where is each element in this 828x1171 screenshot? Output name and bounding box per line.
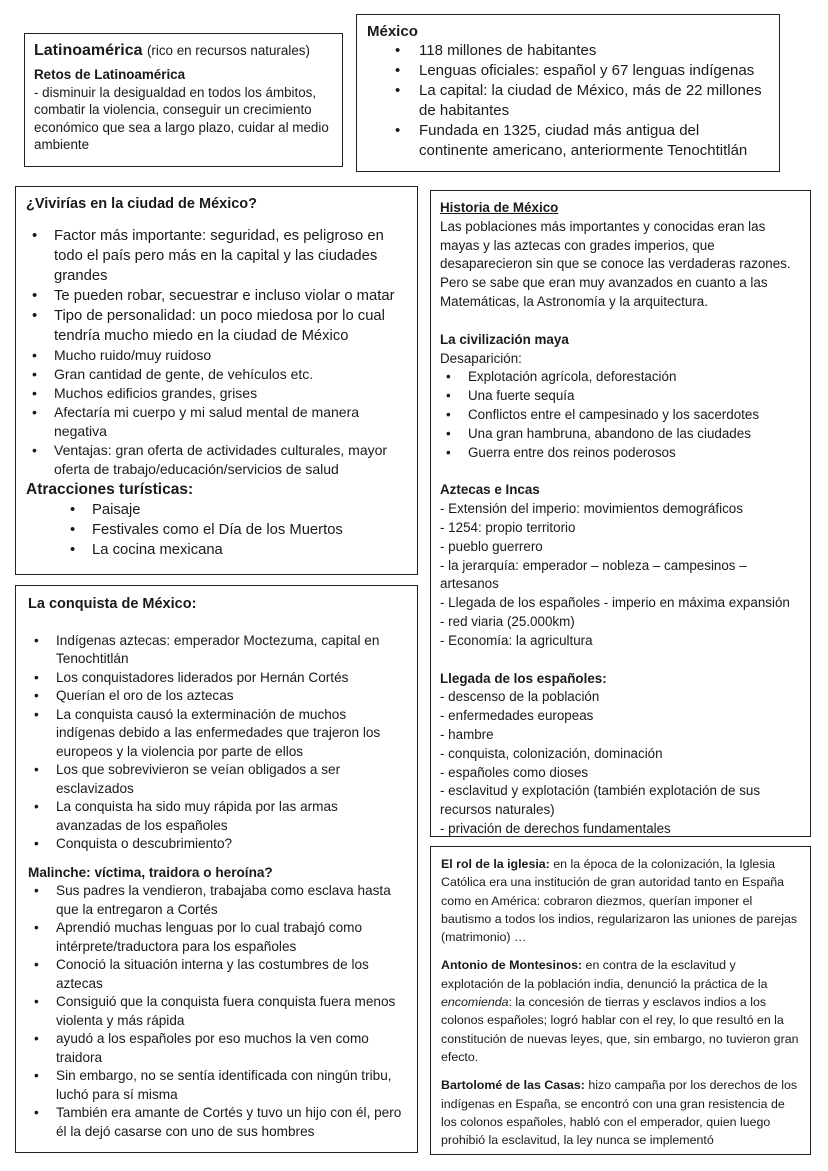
list-item: • Tipo de personalidad: un poco miedosa por lo cual tendría mucho miedo en la ciudad de México xyxy=(54,306,407,346)
list-item: • Conquista o descubrimiento? xyxy=(56,835,405,854)
list-item: • Paisaje xyxy=(92,500,407,520)
maya-subtitle: Desaparición: xyxy=(440,350,522,366)
latinoamerica-box xyxy=(24,33,343,167)
vivirias-title: ¿Vivirías en la ciudad de México? xyxy=(26,196,258,212)
list-item: • Mucho ruido/muy ruidoso xyxy=(54,346,407,365)
latam-subtitle: (rico en recursos naturales) xyxy=(146,43,310,58)
montesinos-text-1: en contra de la esclavitud y explotación de la población india, denunció la práctica de la xyxy=(441,958,768,991)
list-item: - red viaria (25.000km) xyxy=(440,613,575,629)
llegada-title: Llegada de los españoles: xyxy=(440,670,607,686)
casas-paragraph xyxy=(441,1076,800,1149)
list-item: • La conquista ha sido muy rápida por las armas avanzadas de los españoles xyxy=(56,798,405,835)
montesinos-paragraph xyxy=(441,956,800,1066)
list-item: • Sin embargo, no se sentía identificada con ningún tribu, luchó para sí misma xyxy=(56,1067,405,1104)
rol-iglesia-text: en la época de la colonización, la Iglesia Católica era una institución de gran autoridad tanto en España como en América: cobraron diezmos, querían imponer el bautismo a todos los indios, regularizaron las uniones de parejas (matrimonio) … xyxy=(441,857,798,945)
list-item: - Extensión del imperio: movimientos demográficos xyxy=(440,501,743,517)
list-item: • También era amante de Cortés y tuvo un hijo con él, pero él la dejó casarse con uno de sus hombres xyxy=(56,1104,405,1141)
list-item: - esclavitud y explotación (también explotación de sus recursos naturales) xyxy=(440,783,761,818)
list-item: • Festivales como el Día de los Muertos xyxy=(92,520,407,540)
aztecas-title: Aztecas e Incas xyxy=(440,482,540,498)
conquista-title: La conquista de México: xyxy=(28,596,197,612)
list-item: • Lenguas oficiales: español y 67 lenguas indígenas xyxy=(419,61,769,81)
rol-iglesia-label: El rol de la iglesia: xyxy=(441,857,550,871)
list-item: • Conoció la situación interna y las costumbres de los aztecas xyxy=(56,956,405,993)
list-item: • Indígenas aztecas: emperador Moctezuma, capital en Tenochtitlán xyxy=(56,632,405,669)
retos-text: - disminuir la desigualdad en todos los ámbitos, combatir la violencia, conseguir un crecimiento económico que sea a largo plazo, cuidar al medio ambiente xyxy=(34,84,329,152)
retos-title: Retos de Latinoamérica xyxy=(34,67,186,82)
list-item: • Consiguió que la conquista fuera conquista fuera menos violenta y más rápida xyxy=(56,993,405,1030)
iglesia-box xyxy=(430,846,811,1155)
vivirias-list-secondary xyxy=(26,346,407,479)
malinche-title: Malinche: víctima, traidora o heroína? xyxy=(28,864,273,880)
list-item: • Guerra entre dos reinos poderosos xyxy=(468,444,801,463)
list-item: • Te pueden robar, secuestrar e incluso violar o matar xyxy=(54,286,407,306)
list-item: - conquista, colonización, dominación xyxy=(440,745,663,761)
list-item: - descenso de la población xyxy=(440,689,600,705)
casas-label: Bartolomé de las Casas: xyxy=(441,1078,585,1093)
mexico-box xyxy=(356,14,780,172)
list-item: • Conflictos entre el campesinado y los sacerdotes xyxy=(468,406,801,425)
list-item: • Muchos edificios grandes, grises xyxy=(54,384,407,403)
list-item: • Una fuerte sequía xyxy=(468,387,801,406)
aztecas-list xyxy=(440,500,801,650)
montesinos-italic: encomienda xyxy=(441,995,509,1010)
list-item: - Economía: la agricultura xyxy=(440,632,593,648)
atracciones-title: Atracciones turísticas: xyxy=(26,481,194,498)
list-item: - pueblo guerrero xyxy=(440,538,543,554)
llegada-list xyxy=(440,688,801,838)
mexico-list xyxy=(367,41,769,161)
rol-iglesia-paragraph xyxy=(441,855,800,946)
list-item: • Ventajas: gran oferta de actividades culturales, mayor oferta de trabajo/educación/servicios de salud xyxy=(54,441,407,479)
historia-intro: Las poblaciones más importantes y conocidas eran las mayas y las aztecas con grades imperios, que desaparecieron sin que se conoce las verdaderas razones. Pero se sabe que eran muy avanzados en cuanto a las Matemáticas, la Astronomía y la arquitectura. xyxy=(440,218,791,309)
vivirias-list-main xyxy=(26,226,407,346)
list-item: • ayudó a los españoles por eso muchos la ven como traidora xyxy=(56,1030,405,1067)
montesinos-label: Antonio de Montesinos: xyxy=(441,958,583,973)
list-item: • Gran cantidad de gente, de vehículos etc. xyxy=(54,365,407,384)
list-item: • Aprendió muchas lenguas por lo cual trabajó como intérprete/traductora para los españoles xyxy=(56,919,405,956)
vivirias-box xyxy=(15,186,418,575)
montesinos-text-2: : la concesión de tierras y esclavos indios a los colonos españoles; logró hablar con el rey, lo que resultó en la constitución de nuevas leyes, que, sin embargo, no tuvieron gran efecto. xyxy=(441,995,799,1064)
list-item: • Los conquistadores liderados por Hernán Cortés xyxy=(56,669,405,688)
list-item: • Los que sobrevivieron se veían obligados a ser esclavizados xyxy=(56,761,405,798)
atracciones-list xyxy=(26,500,407,560)
conquista-list xyxy=(28,632,405,854)
list-item: - enfermedades europeas xyxy=(440,708,594,724)
list-item: • Explotación agrícola, deforestación xyxy=(468,368,801,387)
casas-text: hizo campaña por los derechos de los indígenas en España, se encontró con una gran resistencia de los colonos españoles, habló con el emperador, quien luego prohibió la esclavitud, la ley nunca se implementó xyxy=(441,1078,798,1148)
malinche-list xyxy=(28,882,405,1141)
maya-title: La civilización maya xyxy=(440,331,569,347)
historia-box xyxy=(430,190,811,837)
latam-title-line xyxy=(34,40,333,62)
conquista-box xyxy=(15,585,418,1153)
list-item: - hambre xyxy=(440,726,494,742)
list-item: - 1254: propio territorio xyxy=(440,519,576,535)
list-item: - españoles como dioses xyxy=(440,764,589,780)
maya-list xyxy=(440,368,801,462)
list-item: • Querían el oro de los aztecas xyxy=(56,687,405,706)
list-item: • Una gran hambruna, abandono de las ciudades xyxy=(468,425,801,444)
list-item: • 118 millones de habitantes xyxy=(419,41,769,61)
historia-title: Historia de México xyxy=(440,200,559,215)
list-item: - Llegada de los españoles - imperio en máxima expansión xyxy=(440,595,790,611)
list-item: • La capital: la ciudad de México, más de 22 millones de habitantes xyxy=(419,81,769,121)
list-item: • Sus padres la vendieron, trabajaba como esclava hasta que la entregaron a Cortés xyxy=(56,882,405,919)
list-item: - la jerarquía: emperador – nobleza – campesinos – artesanos xyxy=(440,557,747,592)
list-item: • Factor más importante: seguridad, es peligroso en todo el país pero más en la capital y las ciudades grandes xyxy=(54,226,407,286)
list-item: - privación de derechos fundamentales xyxy=(440,820,671,836)
mexico-title: México xyxy=(367,23,418,40)
latam-title: Latinoamérica xyxy=(34,42,143,59)
list-item: • Afectaría mi cuerpo y mi salud mental de manera negativa xyxy=(54,403,407,441)
list-item: • La conquista causó la exterminación de muchos indígenas debido a las enfermedades que trajeron los europeos y la violencia por parte de ellos xyxy=(56,706,405,762)
list-item: • Fundada en 1325, ciudad más antigua del continente americano, anteriormente Tenochtitlán xyxy=(419,121,769,161)
list-item: • La cocina mexicana xyxy=(92,540,407,560)
